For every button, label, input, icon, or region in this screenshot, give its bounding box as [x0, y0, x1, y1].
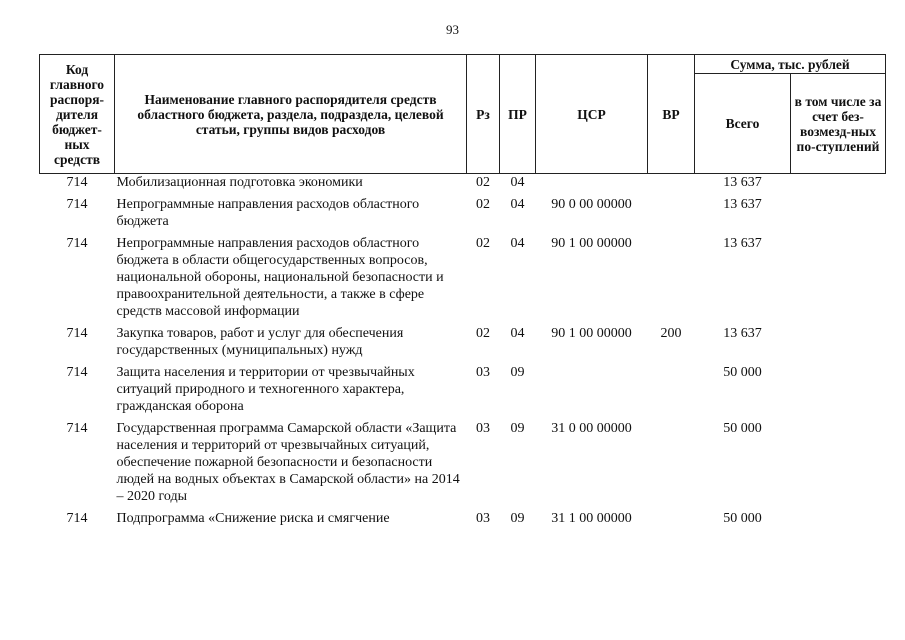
table-header: [40, 55, 886, 174]
cell-name: Защита населения и территории от чрезвычайных ситуаций природного и техногенного характера, гражданская оборона: [116, 365, 415, 414]
table-row: [40, 233, 886, 323]
cell-vr: [648, 362, 695, 418]
cell-incl: [791, 362, 886, 418]
cell-csr: 90 0 00 00000: [551, 197, 632, 212]
cell-pr: 09: [510, 365, 525, 380]
header-vr: ВР: [648, 55, 695, 174]
header-total: Всего: [695, 74, 791, 174]
cell-name: Непрограммные направления расходов областного бюджета в области общегосударственных вопросов, национальной обороны, национальной безопасности и правоохранительной деятельности, а также в сфере средств массовой информации: [116, 236, 444, 319]
header-rz: Рз: [467, 55, 500, 174]
cell-vr: 200: [660, 326, 682, 341]
header-name: Наименование главного распорядителя средств областного бюджета, раздела, подраздела, целевой статьи, группы видов расходов: [115, 55, 467, 174]
cell-code: 714: [66, 365, 88, 380]
cell-name: Закупка товаров, работ и услуг для обеспечения государственных (муниципальных) нужд: [116, 326, 404, 358]
cell-csr: [536, 362, 648, 418]
header-pr: ПР: [500, 55, 536, 174]
table-row: [40, 508, 886, 530]
cell-csr: 90 1 00 00000: [551, 236, 632, 251]
cell-code: 714: [66, 197, 88, 212]
cell-csr: 90 1 00 00000: [551, 326, 632, 341]
header-code: Код главного распоря-дителя бюджет-ных средств: [40, 55, 115, 174]
cell-rz: 02: [476, 326, 490, 341]
table-row: [40, 174, 886, 195]
cell-total: 13 637: [723, 326, 762, 341]
cell-incl: [791, 323, 886, 362]
cell-vr: [648, 418, 695, 508]
cell-incl: [791, 418, 886, 508]
cell-total: 50 000: [723, 511, 762, 526]
cell-total: 13 637: [723, 197, 762, 212]
cell-code: 714: [66, 175, 88, 190]
table-row: [40, 362, 886, 418]
cell-name: Подпрограмма «Снижение риска и смягчение: [116, 511, 390, 526]
cell-pr: 04: [510, 175, 525, 190]
budget-table: [39, 54, 886, 530]
cell-name: Государственная программа Самарской области «Защита населения и территорий от чрезвычайных ситуаций, обеспечение пожарной безопасности и безопасности людей на водных объектах в Самарской области» на 2014 – 2020 годы: [116, 421, 460, 504]
cell-csr: [536, 174, 648, 195]
cell-incl: [791, 194, 886, 233]
cell-vr: [648, 194, 695, 233]
header-sum: Сумма, тыс. рублей: [695, 55, 886, 74]
cell-incl: [791, 174, 886, 195]
cell-rz: 02: [476, 197, 490, 212]
cell-pr: 09: [510, 511, 525, 526]
cell-rz: 03: [476, 365, 490, 380]
table-row: [40, 418, 886, 508]
header-csr: ЦСР: [536, 55, 648, 174]
cell-incl: [791, 233, 886, 323]
cell-pr: 04: [510, 197, 525, 212]
cell-rz: 02: [476, 236, 490, 251]
cell-vr: [648, 508, 695, 530]
cell-total: 50 000: [723, 365, 762, 380]
cell-code: 714: [66, 236, 88, 251]
table-row: [40, 194, 886, 233]
cell-total: 13 637: [723, 175, 762, 190]
table-row: [40, 323, 886, 362]
cell-vr: [648, 233, 695, 323]
cell-csr: 31 0 00 00000: [551, 421, 632, 436]
cell-name: Мобилизационная подготовка экономики: [116, 175, 363, 190]
cell-incl: [791, 508, 886, 530]
cell-rz: 03: [476, 511, 490, 526]
cell-csr: 31 1 00 00000: [551, 511, 632, 526]
cell-vr: [648, 174, 695, 195]
cell-name: Непрограммные направления расходов областного бюджета: [116, 197, 420, 229]
cell-pr: 04: [510, 326, 525, 341]
cell-rz: 03: [476, 421, 490, 436]
cell-code: 714: [66, 511, 88, 526]
cell-pr: 04: [510, 236, 525, 251]
cell-code: 714: [66, 421, 88, 436]
header-incl: в том числе за счет без-возмезд-ных по-ступлений: [791, 74, 886, 174]
cell-total: 50 000: [723, 421, 762, 436]
cell-pr: 09: [510, 421, 525, 436]
cell-code: 714: [66, 326, 88, 341]
cell-total: 13 637: [723, 236, 762, 251]
cell-rz: 02: [476, 175, 490, 190]
page-number: 93: [446, 22, 459, 37]
